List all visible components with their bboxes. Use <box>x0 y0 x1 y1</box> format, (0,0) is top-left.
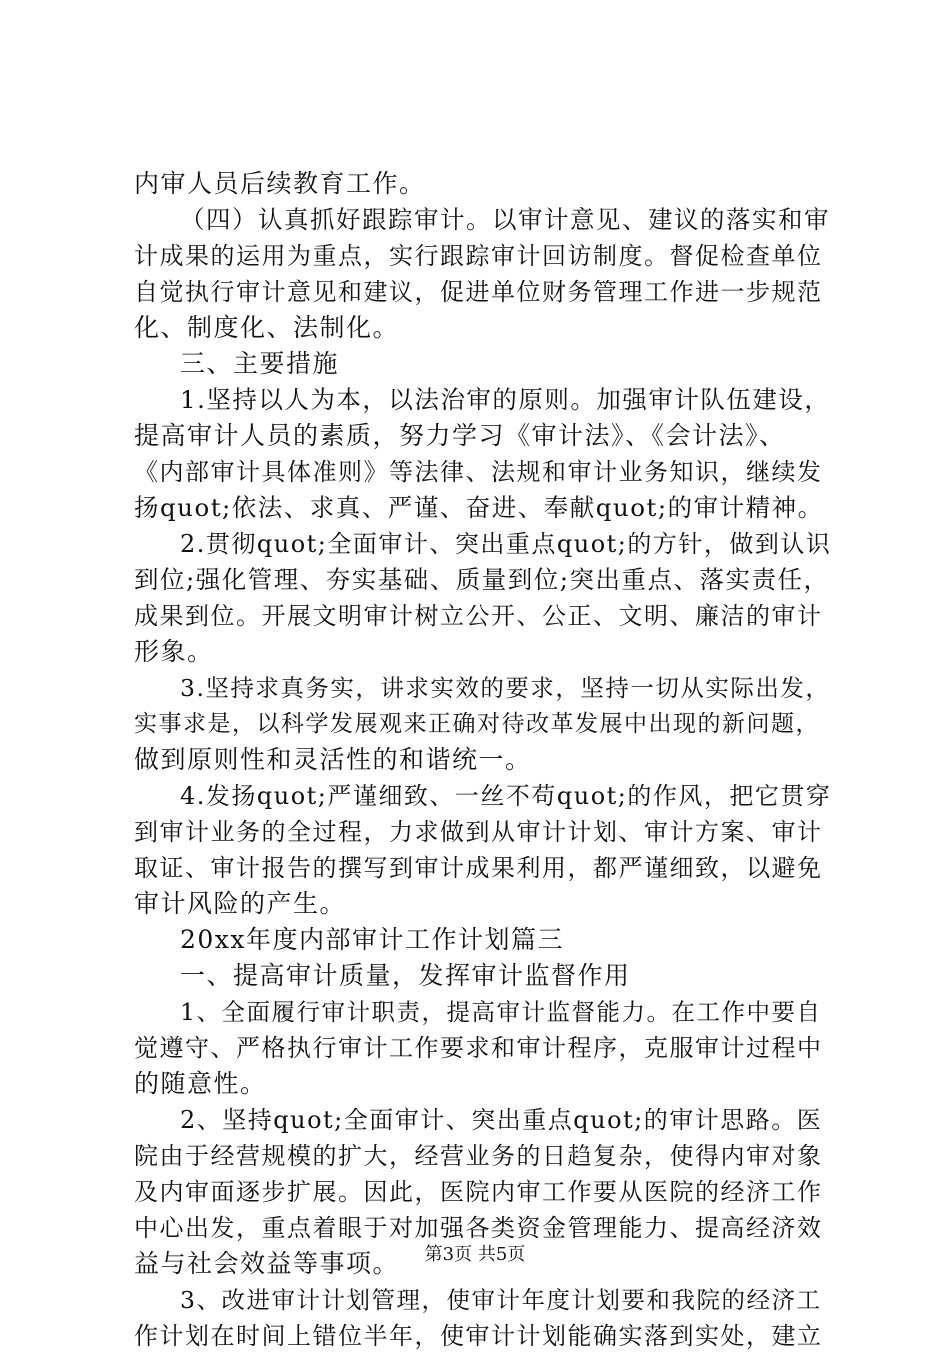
page-footer <box>0 1244 950 1266</box>
page-indicator: 第3页 共5页 <box>424 1244 526 1265</box>
text-line: 取证、审计报告的撰写到审计成果利用，都严谨细致，以避免 <box>134 854 823 882</box>
section-heading: 20xx年度内部审计工作计划篇三 <box>180 925 565 954</box>
text-line: 2、坚持quot;全面审计、突出重点quot;的审计思路。医 <box>180 1106 823 1134</box>
text-line: 扬quot;依法、求真、严谨、奋进、奉献quot;的审计精神。 <box>134 493 824 522</box>
section-heading: 三、主要措施 <box>180 349 340 378</box>
section-heading: 一、提高审计质量，发挥审计监督作用 <box>180 961 631 990</box>
text-line: 内审人员后续教育工作。 <box>134 169 426 198</box>
text-line: 化、制度化、法制化。 <box>134 313 400 342</box>
text-line: 1、全面履行审计职责，提高审计监督能力。在工作中要自 <box>180 998 822 1026</box>
text-line: 做到原则性和灵活性的和谐统一。 <box>134 745 532 774</box>
text-line: 4.发扬quot;严谨细致、一丝不苟quot;的作风，把它贯穿 <box>180 782 832 810</box>
text-line: 觉遵守、严格执行审计工作要求和审计程序，克服审计过程中 <box>134 1034 823 1062</box>
text-line: 自觉执行审计意见和建议，促进单位财务管理工作进一步规范 <box>134 278 823 306</box>
text-line: 提高审计人员的素质，努力学习《审计法》、《会计法》、 <box>134 421 786 450</box>
text-line: 的随意性。 <box>134 1069 267 1098</box>
text-line: 3.坚持求真务实，讲求实效的要求，坚持一切从实际出发， <box>180 674 831 702</box>
text-line: （四）认真抓好跟踪审计。以审计意见、建议的落实和审 <box>180 205 830 234</box>
text-line: 到位;强化管理、夯实基础、质量到位;突出重点、落实责任， <box>134 565 830 594</box>
text-line: 院由于经营规模的扩大，经营业务的日趋复杂，使得内审对象 <box>134 1142 823 1170</box>
text-line: 益与社会效益等事项。 <box>134 1249 400 1278</box>
text-line: 中心出发，重点着眼于对加强各类资金管理能力、提高经济效 <box>134 1214 823 1242</box>
text-line: 《内部审计具体准则》等法律、法规和审计业务知识，继续发 <box>134 458 823 486</box>
text-line: 3、改进审计计划管理，使审计年度计划要和我院的经济工 <box>180 1286 822 1314</box>
text-line: 成果到位。开展文明审计树立公开、公正、文明、廉洁的审计 <box>134 602 823 630</box>
text-line: 2.贯彻quot;全面审计、突出重点quot;的方针，做到认识 <box>180 530 832 558</box>
text-line: 实事求是，以科学发展观来正确对待改革发展中出现的新问题， <box>134 711 820 737</box>
text-line: 及内审面逐步扩展。因此，医院内审工作要从医院的经济工作 <box>134 1178 823 1206</box>
text-line: 计成果的运用为重点，实行跟踪审计回访制度。督促检查单位 <box>134 242 823 270</box>
text-line: 作计划在时间上错位半年，使审计计划能确实落到实处，建立 <box>134 1322 823 1350</box>
text-line: 到审计业务的全过程，力求做到从审计计划、审计方案、审计 <box>134 818 823 846</box>
text-line: 1.坚持以人为本，以法治审的原则。加强审计队伍建设， <box>180 385 831 414</box>
text-line: 审计风险的产生。 <box>134 889 347 918</box>
text-line: 形象。 <box>134 637 214 666</box>
